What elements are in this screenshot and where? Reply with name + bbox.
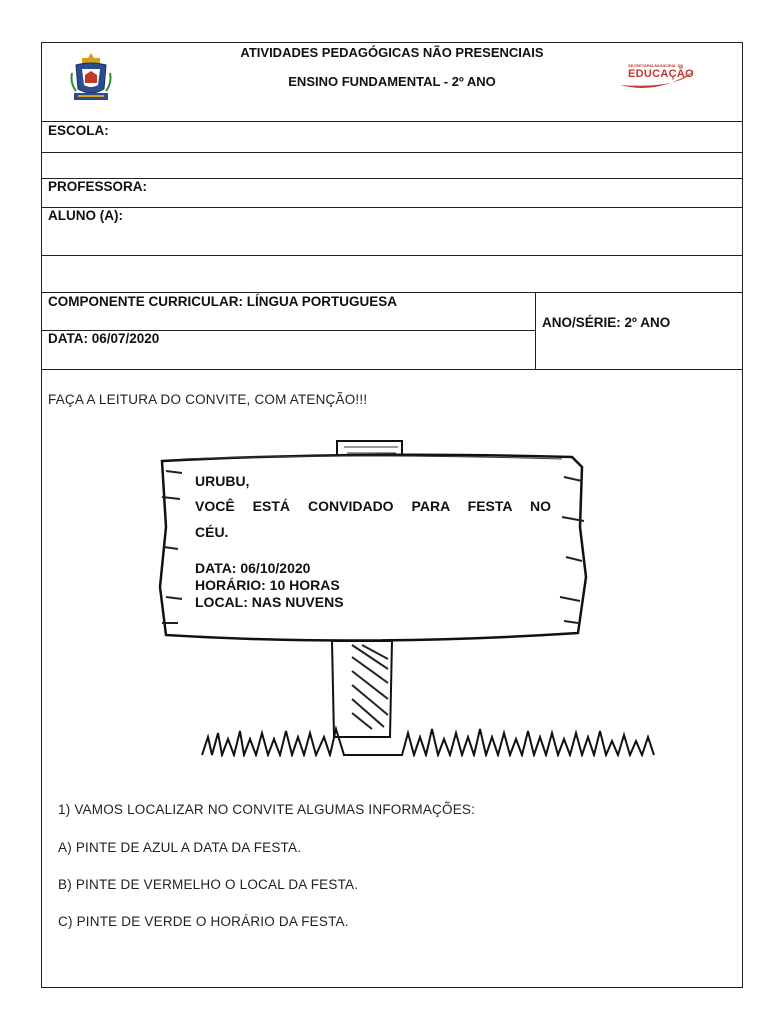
header-row	[42, 43, 742, 122]
curriculum-row	[42, 293, 742, 370]
header-subtitle: ENSINO FUNDAMENTAL - 2º ANO	[288, 74, 496, 89]
escola-row	[42, 122, 742, 153]
data-label: DATA: 06/07/2020	[48, 331, 160, 346]
aluno-row	[42, 208, 742, 256]
worksheet	[41, 42, 743, 988]
education-logo-text: EDUCAÇÃO	[628, 68, 694, 80]
intro-instruction: FAÇA A LEITURA DO CONVITE, COM ATENÇÃO!!!	[48, 392, 368, 407]
education-logo	[618, 59, 698, 89]
header-title: ATIVIDADES PEDAGÓGICAS NÃO PRESENCIAIS	[240, 45, 544, 60]
question-b: B) PINTE DE VERMELHO O LOCAL DA FESTA.	[58, 877, 359, 892]
ano-serie-label: ANO/SÉRIE: 2º ANO	[542, 315, 671, 330]
question-c: C) PINTE DE VERDE O HORÁRIO DA FESTA.	[58, 914, 349, 929]
professora-row	[42, 179, 742, 208]
aluno-label: ALUNO (A):	[48, 208, 123, 223]
invite-place: LOCAL: NAS NUVENS	[195, 594, 344, 610]
curriculum-divider	[535, 293, 536, 369]
professora-label: PROFESSORA:	[48, 179, 148, 194]
invite-greeting: URUBU,	[195, 473, 250, 489]
education-logo-small-text: SECRETARIA MUNICIPAL DE	[628, 63, 684, 68]
question-a: A) PINTE DE AZUL A DATA DA FESTA.	[58, 840, 302, 855]
blank-row-2	[42, 256, 742, 293]
blank-row-1	[42, 153, 742, 179]
invite-date: DATA: 06/10/2020	[195, 560, 311, 576]
componente-label: COMPONENTE CURRICULAR: LÍNGUA PORTUGUESA	[48, 294, 397, 309]
invite-message-line1: VOCÊ ESTÁ CONVIDADO PARA FESTA NO	[195, 498, 551, 514]
invite-message-line2: CÉU.	[195, 524, 229, 540]
escola-label: ESCOLA:	[48, 123, 109, 138]
invite-time: HORÁRIO: 10 HORAS	[195, 577, 340, 593]
question-1: 1) VAMOS LOCALIZAR NO CONVITE ALGUMAS INFORMAÇÕES:	[58, 802, 476, 817]
